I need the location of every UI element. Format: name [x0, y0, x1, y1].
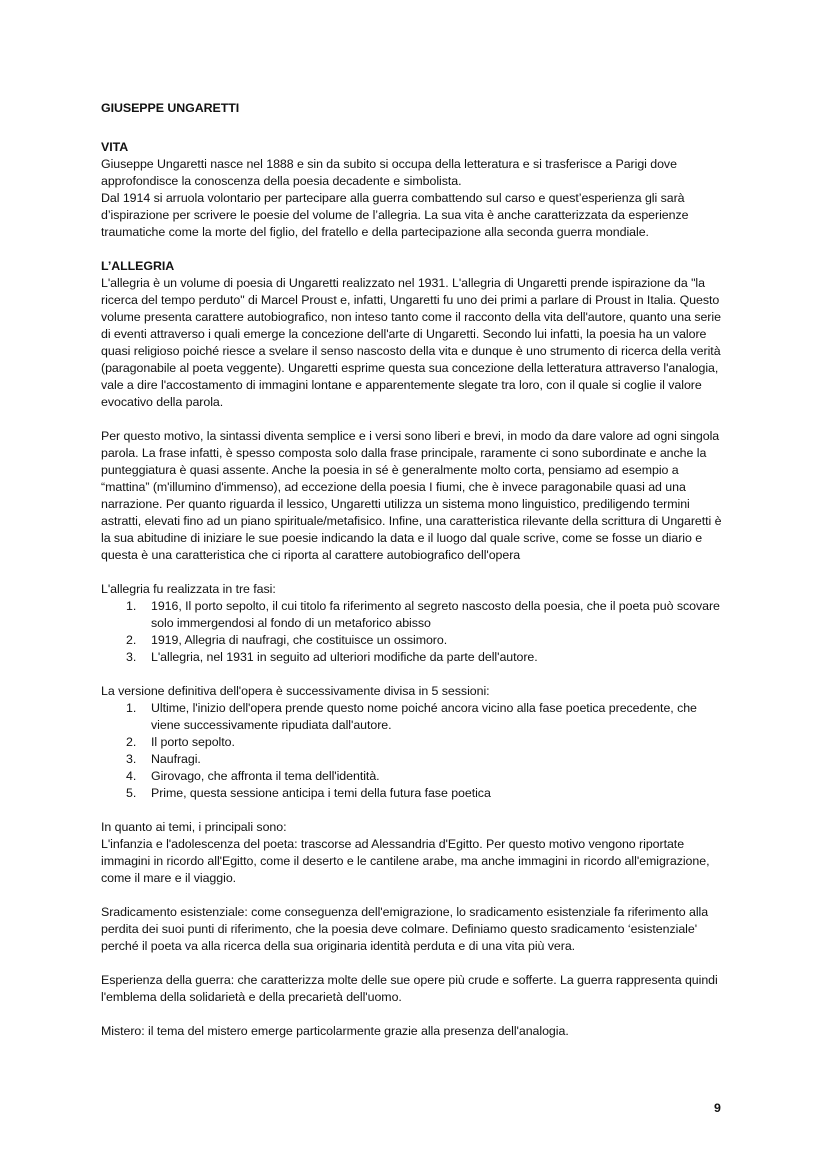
vita-paragraph-2: Dal 1914 si arruola volontario per partecipare alla guerra combattendo sul carso e quest’esperienza gli sarà d’ispirazione per scrivere le poesie del volume de l’allegria. La sua vita è anche caratterizzata da esperienze traumatiche come la morte del figlio, del fratello e della partecipazione alla seconda guerra mondiale. — [101, 191, 689, 239]
list-item: 1. Ultime, l'inizio dell'opera prende questo nome poiché ancora vicino alla fase poetica precedente, che viene successivamente ripudiata dall'autore. — [126, 701, 697, 732]
document-page — [101, 100, 729, 1040]
section-heading-allegria: L’ALLEGRIA — [101, 259, 175, 273]
document-title: GIUSEPPE UNGARETTI — [101, 101, 240, 115]
theme-mistero: Mistero: il tema del mistero emerge particolarmente grazie alla presenza dell'analogia. — [101, 1024, 569, 1038]
list-item: 3. L'allegria, nel 1931 in seguito ad ulteriori modifiche da parte dell'autore. — [126, 650, 538, 664]
list-item: 1. 1916, Il porto sepolto, il cui titolo fa riferimento al segreto nascosto della poesia, che il poeta può scovare solo immergendosi al fondo di un metaforico abisso — [126, 599, 720, 630]
list-item: 2. 1919, Allegria di naufragi, che costituisce un ossimoro. — [126, 633, 448, 647]
theme-guerra: Esperienza della guerra: che caratterizza molte delle sue opere più crude e sofferte. La guerra rappresenta quindi l'emblema della solidarietà e della precarietà dell'uomo. — [101, 973, 718, 1004]
section-heading-vita: VITA — [101, 140, 129, 154]
vita-paragraph-1: Giuseppe Ungaretti nasce nel 1888 e sin da subito si occupa della letteratura e si trasferisce a Parigi dove approfondisce la conoscenza della poesia decadente e simbolista. — [101, 157, 677, 188]
phases-intro: L'allegria fu realizzata in tre fasi: — [101, 582, 276, 596]
list-item: 2. Il porto sepolto. — [126, 735, 235, 749]
theme-infanzia: L'infanzia e l'adolescenza del poeta: trascorse ad Alessandria d'Egitto. Per questo motivo vengono riportate immagini in ricordo all'Egitto, come il deserto e le cantilene arabe, ma anche immagini in ricordo all'emigrazione, come il mare e il viaggio. — [101, 837, 710, 885]
sessions-list — [101, 700, 729, 802]
themes-intro: In quanto ai temi, i principali sono: — [101, 820, 287, 834]
list-item: 4. Girovago, che affronta il tema dell'identità. — [126, 769, 380, 783]
sessions-intro: La versione definitiva dell'opera è successivamente divisa in 5 sessioni: — [101, 684, 490, 698]
phases-list — [101, 598, 729, 666]
allegria-paragraph-2: Per questo motivo, la sintassi diventa semplice e i versi sono liberi e brevi, in modo da dare valore ad ogni singola parola. La frase infatti, è spesso composta solo dalla frase principale, raramente ci sono subordinate e anche la punteggiatura è quasi assente. Anche la poesia in sé è generalmente molto corta, pensiamo ad esempio a “mattina” (m'illumino d'immenso), ad eccezione della poesia I fiumi, che è invece paragonabile quasi ad una narrazione. Per quanto riguarda il lessico, Ungaretti utilizza un sistema mono linguistico, prediligendo termini astratti, elevati fino ad un piano spirituale/metafisico. Infine, una caratteristica rilevante della scrittura di Ungaretti è la sua abitudine di iniziare le sue poesie indicando la data e il luogo dal quale scrive, come se fosse un diario e questa è una caratteristica che ci riporta al carattere autobiografico dell'opera — [101, 429, 722, 562]
list-item: 3. Naufragi. — [126, 752, 201, 766]
allegria-paragraph-1: L'allegria è un volume di poesia di Ungaretti realizzato nel 1931. L'allegria di Ungaretti prende ispirazione da "la ricerca del tempo perduto" di Marcel Proust e, infatti, Ungaretti fu uno dei primi a parlare di Proust in Italia. Questo volume presenta carattere autobiografico, non inteso tanto come il racconto della vita dell'autore, quanto una serie di eventi attraverso i quali emerge la concezione dell'arte di Ungaretti. Secondo lui infatti, la poesia ha un valore quasi religioso poiché riesce a svelare il senso nascosto della vita e dunque è uno strumento di ricerca della verità (paragonabile al poeta veggente). Ungaretti esprime questa sua concezione della letteratura attraverso l'analogia, vale a dire l'accostamento di immagini lontane e apparentemente slegate tra loro, con il quale si coglie il valore evocativo della parola. — [101, 276, 721, 409]
page-number: 9 — [714, 1101, 721, 1115]
list-item: 5. Prime, questa sessione anticipa i temi della futura fase poetica — [126, 786, 491, 800]
theme-sradicamento: Sradicamento esistenziale: come conseguenza dell'emigrazione, lo sradicamento esistenziale fa riferimento alla perdita dei suoi punti di riferimento, che la poesia deve colmare. Definiamo questo sradicamento ‘esistenziale' perché il poeta va alla ricerca della sua originaria identità perduta e di una vita più vera. — [101, 905, 709, 953]
